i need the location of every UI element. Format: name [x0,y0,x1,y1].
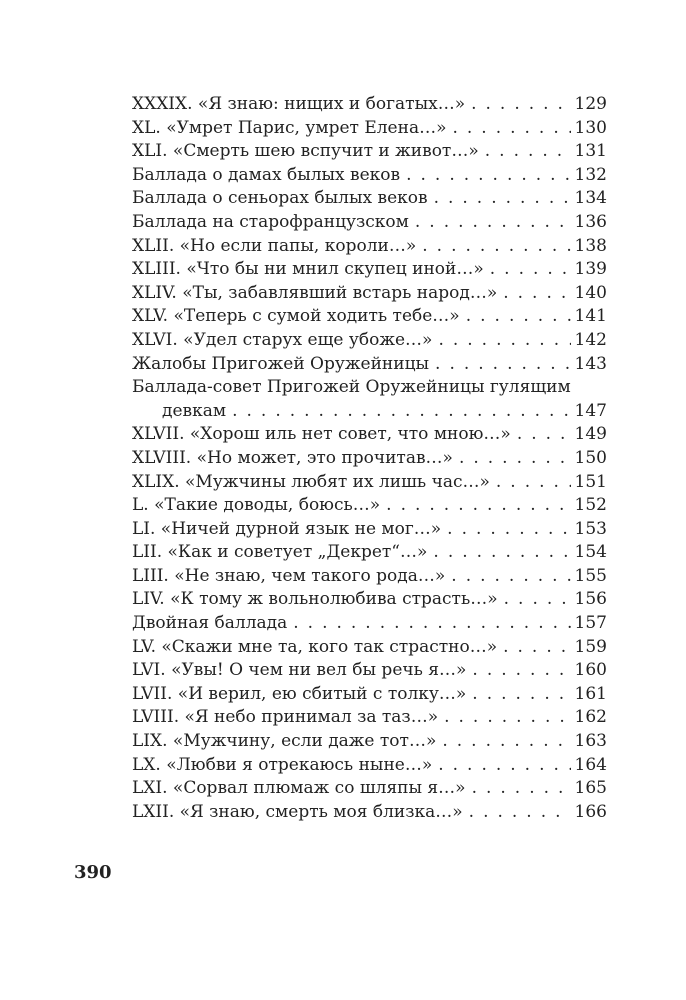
dot-leader [490,258,571,282]
toc-entry-title: LV. «Скажи мне та, кого так страстно…» [132,636,498,657]
toc-entry-title: L. «Такие доводы, боюсь…» [132,495,381,516]
toc-entry [132,258,607,282]
toc-entry [132,187,607,211]
dot-leader [447,518,570,542]
toc-entry [132,117,607,141]
dot-leader [472,659,570,683]
toc-entry [132,423,607,447]
toc-entry [132,801,607,825]
toc-entry [132,518,607,542]
toc-entry-page: 134 [574,188,607,209]
toc-entry [132,235,607,259]
toc-entry-page: 131 [574,141,607,162]
toc-entry-page: 162 [574,707,607,728]
toc-entry-title: XLVIII. «Но может, это прочитав…» [132,447,453,468]
dot-leader [503,636,570,660]
toc-entry-page: 132 [574,164,607,185]
dot-leader [422,235,570,259]
toc-entry [132,140,607,164]
dot-leader [485,140,571,164]
toc-entry-page: 139 [574,259,607,280]
toc-entry-page: 164 [574,754,607,775]
toc-entry-page: 147 [574,400,607,421]
toc-entry-page: 136 [574,211,607,232]
toc-entry-page: 140 [574,282,607,303]
toc-entry-page: 161 [574,683,607,704]
toc-entry [132,683,607,707]
toc-entry-title: LVII. «И верил, ею сбитый с толку…» [132,683,467,704]
dot-leader [293,612,570,636]
dot-leader [434,187,571,211]
toc-entry-title: Баллада о дамах былых веков [132,164,401,185]
toc-entry-title: XLIX. «Мужчины любят их лишь час…» [132,471,490,492]
toc-entry-continuation [132,400,607,424]
toc-entry [132,447,607,471]
toc-entry [132,282,607,306]
toc-entry-title: LIX. «Мужчину, если даже тот…» [132,731,437,752]
dot-leader [471,93,570,117]
toc-entry-title: Двойная баллада [132,613,288,634]
toc-entry-title: XLV. «Теперь с сумой ходить тебе…» [132,306,460,327]
dot-leader [517,423,571,447]
toc-entry [132,471,607,495]
dot-leader [452,117,570,141]
toc-entry [132,164,607,188]
dot-leader [232,400,570,424]
dot-leader [438,329,570,353]
toc-entry-title: LII. «Как и советует „Декрет“…» [132,542,428,563]
toc-entry [132,659,607,683]
toc-entry-title: LI. «Ничей дурной язык не мог…» [132,518,442,539]
toc-entry [132,565,607,589]
toc-entry [132,376,607,423]
toc-entry [132,730,607,754]
toc-entry [132,612,607,636]
toc-entry [132,93,607,117]
toc-entry [132,777,607,801]
toc-entry-title: LXII. «Я знаю, смерть моя близка…» [132,801,463,822]
toc-entry-page: 151 [574,471,607,492]
dot-leader [496,471,571,495]
toc-entry-title: Жалобы Пригожей Оружейницы [132,353,430,374]
toc-entry-title: XXXIX. «Я знаю: нищих и богатых…» [132,94,466,114]
toc-entry-page: 138 [574,235,607,256]
toc-entry-page: 130 [574,117,607,138]
toc-entry [132,494,607,518]
toc-entry-title: XL. «Умрет Парис, умрет Елена…» [132,117,447,138]
dot-leader [503,282,570,306]
toc-entry-title: LIV. «К тому ж вольнолюбива страсть…» [132,589,498,610]
toc-entry [132,211,607,235]
dot-leader [435,353,571,377]
dot-leader [472,777,571,801]
toc-entry-page: 149 [574,424,607,445]
toc-entry-page: 143 [574,353,607,374]
dot-leader [442,730,570,754]
dot-leader [459,447,571,471]
dot-leader [415,211,571,235]
toc-entry-page: 160 [574,660,607,681]
toc-entry-page: 159 [574,636,607,657]
toc-entry-page: 153 [574,518,607,539]
table-of-contents [132,93,607,824]
toc-entry-title: Баллада на старофранцузском [132,211,409,232]
toc-entry-title: XLII. «Но если папы, короли…» [132,235,417,256]
toc-entry-title: XLVI. «Удел старух еще убоже…» [132,329,433,350]
toc-entry-title-continued: девкам [162,400,227,421]
dot-leader [433,541,570,565]
toc-entry-title: XLVII. «Хорош иль нет совет, что мною…» [132,424,511,445]
toc-entry [132,706,607,730]
toc-entry-page: 141 [574,306,607,327]
dot-leader [451,565,570,589]
toc-entry-page: 155 [574,565,607,586]
toc-entry-title: LX. «Любви я отрекаюсь ныне…» [132,754,433,775]
page-number: 390 [74,862,112,883]
toc-entry-title: XLIII. «Что бы ни мнил скупец иной…» [132,259,484,280]
toc-entry [132,754,607,778]
dot-leader [406,164,570,188]
toc-entry-title: XLIV. «Ты, забавлявший встарь народ…» [132,282,498,303]
toc-entry [132,353,607,377]
toc-entry-page: 156 [574,589,607,610]
toc-entry [132,305,607,329]
dot-leader [469,801,571,825]
toc-entry [132,588,607,612]
toc-entry-page: 157 [574,613,607,634]
toc-entry [132,636,607,660]
toc-entry-title: Баллада-совет Пригожей Оружейницы гулящим [132,377,571,398]
toc-entry-page: 150 [574,447,607,468]
toc-entry-title: LVIII. «Я небо принимал за таз…» [132,707,439,728]
toc-entry-title: XLI. «Смерть шею вспучит и живот…» [132,141,479,162]
toc-entry [132,541,607,565]
dot-leader [472,683,570,707]
toc-entry-page: 129 [574,94,607,114]
toc-entry-title: Баллада о сеньорах былых веков [132,188,428,209]
toc-entry-page: 154 [574,542,607,563]
toc-entry [132,329,607,353]
toc-entry-title: LVI. «Увы! О чем ни вел бы речь я…» [132,660,467,681]
toc-entry-page: 163 [574,731,607,752]
dot-leader [386,494,570,518]
toc-entry-title: LIII. «Не знаю, чем такого рода…» [132,565,446,586]
toc-entry-page: 142 [574,329,607,350]
dot-leader [504,588,571,612]
dot-leader [438,754,570,778]
toc-entry-page: 166 [574,801,607,822]
toc-entry-title: LXI. «Сорвал плюмаж со шляпы я…» [132,778,466,799]
dot-leader [466,305,571,329]
dot-leader [444,706,570,730]
toc-entry-page: 152 [574,495,607,516]
toc-entry-page: 165 [574,778,607,799]
